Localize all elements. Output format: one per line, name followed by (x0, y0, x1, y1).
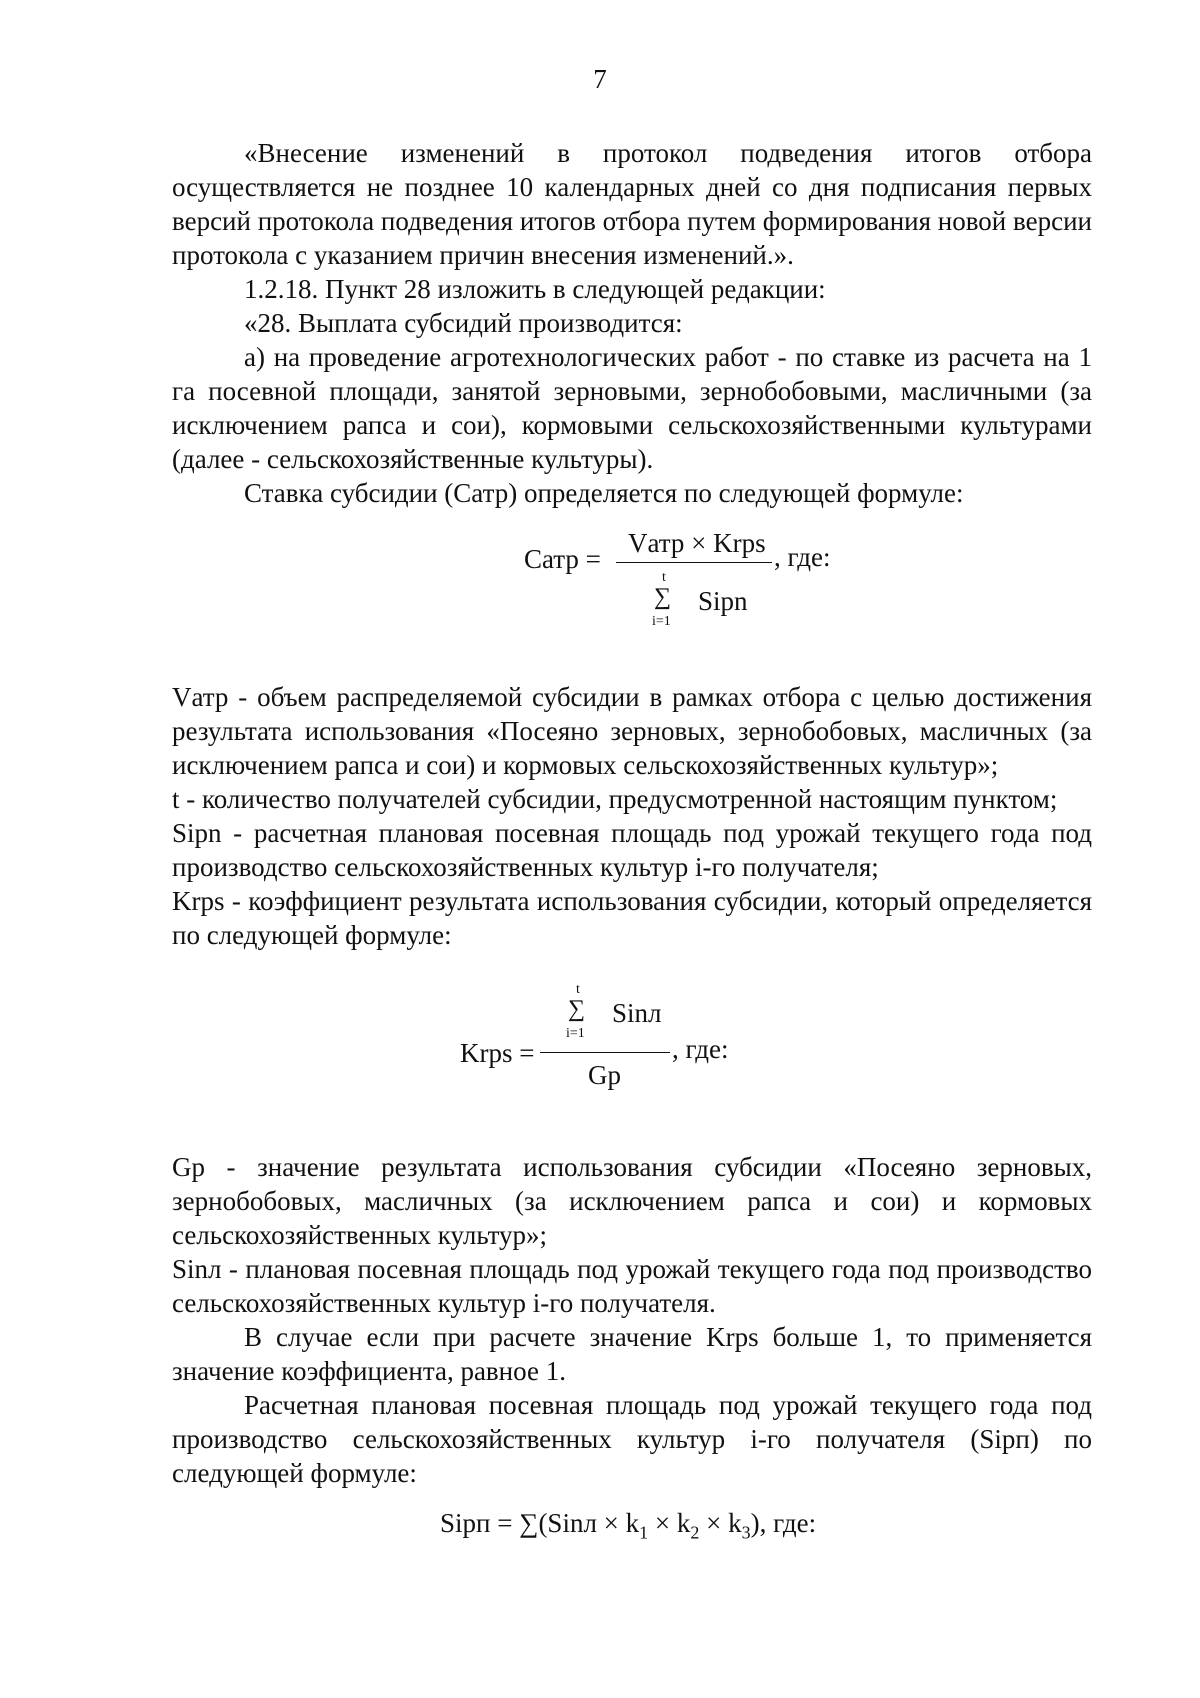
subscript-2: 2 (690, 1522, 700, 1543)
formula-catr-lhs: Сатр = (524, 544, 601, 574)
fraction-bar (616, 562, 772, 563)
paragraph-t-definition: t - количество получателей субсидии, предусмотренной настоящим пунктом; (172, 784, 1058, 814)
sum-lower-limit: i=1 (652, 614, 671, 629)
paragraph-krps-definition: Krps - коэффициент результата использования субсидии, который определяется по следующей формуле: (172, 886, 1092, 950)
paragraph-clause-28: «28. Выплата субсидий производится: (244, 308, 683, 338)
paragraph-sipp-intro: Расчетная плановая посевная площадь под урожай текущего года под производство сельскохозяйственных культур i-го получателя (Sipп) по следующей формуле: (172, 1390, 1092, 1488)
paragraph-agro-works: а) на проведение агротехнологических работ - по ставке из расчета на 1 га посевной площади, занятой зерновыми, зернобобовыми, масличными (за исключением рапса и сои), кормовыми сельскохозяйственными культурами (далее - сельскохозяйственные культуры). (172, 342, 1092, 474)
sum-lower-limit: i=1 (566, 1026, 585, 1041)
subscript-1: 1 (639, 1522, 649, 1543)
formula-sipp-tail: ), где: (750, 1508, 817, 1538)
sum-upper-limit: t (662, 570, 666, 585)
paragraph-gp-definition: Gp - значение результата использования субсидии «Посеяно зерновых, зернобобовых, масличных (за исключением рапса и сои) и кормовых сельскохозяйственных культур»; (172, 1152, 1092, 1250)
paragraph-sipn-definition: Sipn - расчетная плановая посевная площадь под урожай текущего года под производство сельскохозяйственных культур i-го получателя; (172, 818, 1092, 882)
formula-sipp-main: Sipп = ∑(Sinл × k (440, 1508, 640, 1538)
sum-sign: ∑ (568, 996, 586, 1022)
subscript-3: 3 (741, 1522, 751, 1543)
page-number: 7 (593, 64, 607, 94)
formula-catr-suffix: , где: (774, 542, 831, 572)
paragraph-rate-formula-intro: Ставка субсидии (Сатр) определяется по следующей формуле: (244, 478, 964, 508)
paragraph-krps-limit: В случае если при расчете значение Krps больше 1, то применяется значение коэффициента, равное 1. (172, 1322, 1092, 1386)
formula-catr-denominator: Sipn (698, 586, 748, 616)
formula-catr-numerator: Vатр × Krps (628, 528, 766, 558)
fraction-bar (540, 1052, 670, 1053)
paragraph-vatr-definition: Vатр - объем распределяемой субсидии в рамках отбора с целью достижения результата использования «Посеяно зерновых, зернобобовых, масличных (за исключением рапса и сои) и кормовых сельскохозяйственных культур»; (172, 682, 1092, 780)
sum-sign: ∑ (654, 584, 672, 610)
formula-krps-numerator: Sinл (612, 998, 662, 1028)
formula-krps-denominator: Gp (588, 1060, 621, 1090)
formula-krps-suffix: , где: (672, 1034, 729, 1064)
formula-krps-lhs: Krps = (460, 1038, 535, 1068)
formula-sipp (440, 1508, 816, 1547)
paragraph-clause-1-2-18: 1.2.18. Пункт 28 изложить в следующей редакции: (244, 274, 826, 304)
formula-sipp-k3: × k (699, 1508, 742, 1538)
paragraph-sinl-definition: Sinл - плановая посевная площадь под урожай текущего года под производство сельскохозяйственных культур i-го получателя. (172, 1254, 1092, 1318)
formula-sipp-k2: × k (648, 1508, 691, 1538)
sum-upper-limit: t (576, 982, 580, 997)
paragraph-protocol-changes: «Внесение изменений в протокол подведения итогов отбора осуществляется не позднее 10 календарных дней со дня подписания первых версий протокола подведения итогов отбора путем формирования новой версии протокола с указанием причин внесения изменений.». (172, 138, 1092, 270)
